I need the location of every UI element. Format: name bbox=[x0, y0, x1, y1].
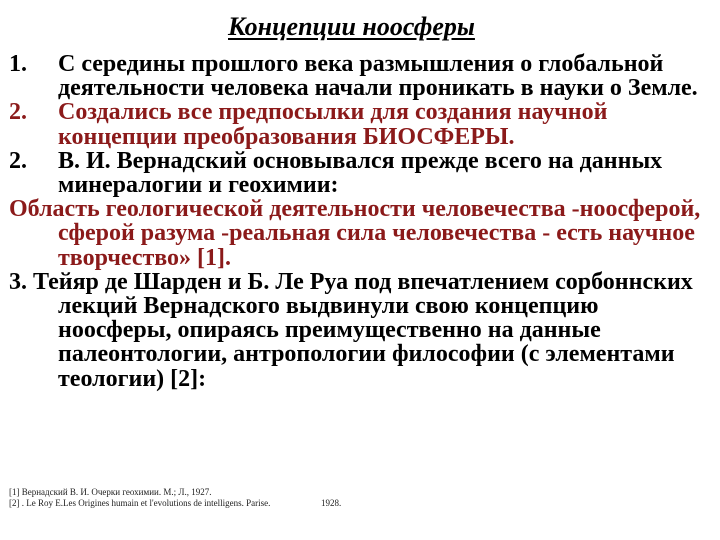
list-item-3 bbox=[9, 149, 714, 197]
list-item-4-text: 3. Тейяр де Шарден и Б. Ле Руа под впечатлением сорбоннских лекций Вернадского выдвинули свою концепцию ноосферы, опираясь преимущественно на данные палеонтологии, антропологии философии (с элементами теологии) [2]: bbox=[9, 268, 693, 392]
reference-2 bbox=[9, 498, 342, 509]
list-item-3-text: В. И. Вернадский основывался прежде всего на данных минералогии и геохимии: bbox=[58, 147, 663, 199]
list-item-3-number: 2. bbox=[9, 147, 27, 174]
quote-paragraph bbox=[9, 197, 714, 270]
list-item-1-number: 1. bbox=[9, 51, 27, 77]
list-item-2 bbox=[9, 100, 714, 148]
quote-text: Область геологической деятельности человечества -ноосферой, сферой разума -реальная сила человечества - есть научное творчество» [1]. bbox=[9, 196, 701, 271]
reference-2-text: [2] . Le Roy E.Les Origines humain et l'evolutions de intelligens. Parise. bbox=[9, 498, 271, 508]
references bbox=[9, 487, 342, 509]
list-item-1-text: С середины прошлого века размышления о глобальной деятельности человека начали проникать в науки о Земле. bbox=[58, 51, 698, 102]
reference-2-year: 1928. bbox=[321, 498, 342, 508]
list-item-1 bbox=[9, 52, 714, 100]
list-item-2-number: 2. bbox=[9, 99, 27, 126]
reference-1-text: [1] Вернадский В. И. Очерки геохимии. М.; Л., 1927. bbox=[9, 487, 212, 497]
slide-body bbox=[9, 52, 714, 391]
reference-1 bbox=[9, 487, 270, 498]
list-item-4 bbox=[9, 270, 714, 391]
slide-title: Концепции ноосферы bbox=[228, 12, 475, 41]
list-item-2-text: Создались все предпосылки для создания научной концепции преобразования БИОСФЕРЫ. bbox=[58, 99, 608, 150]
